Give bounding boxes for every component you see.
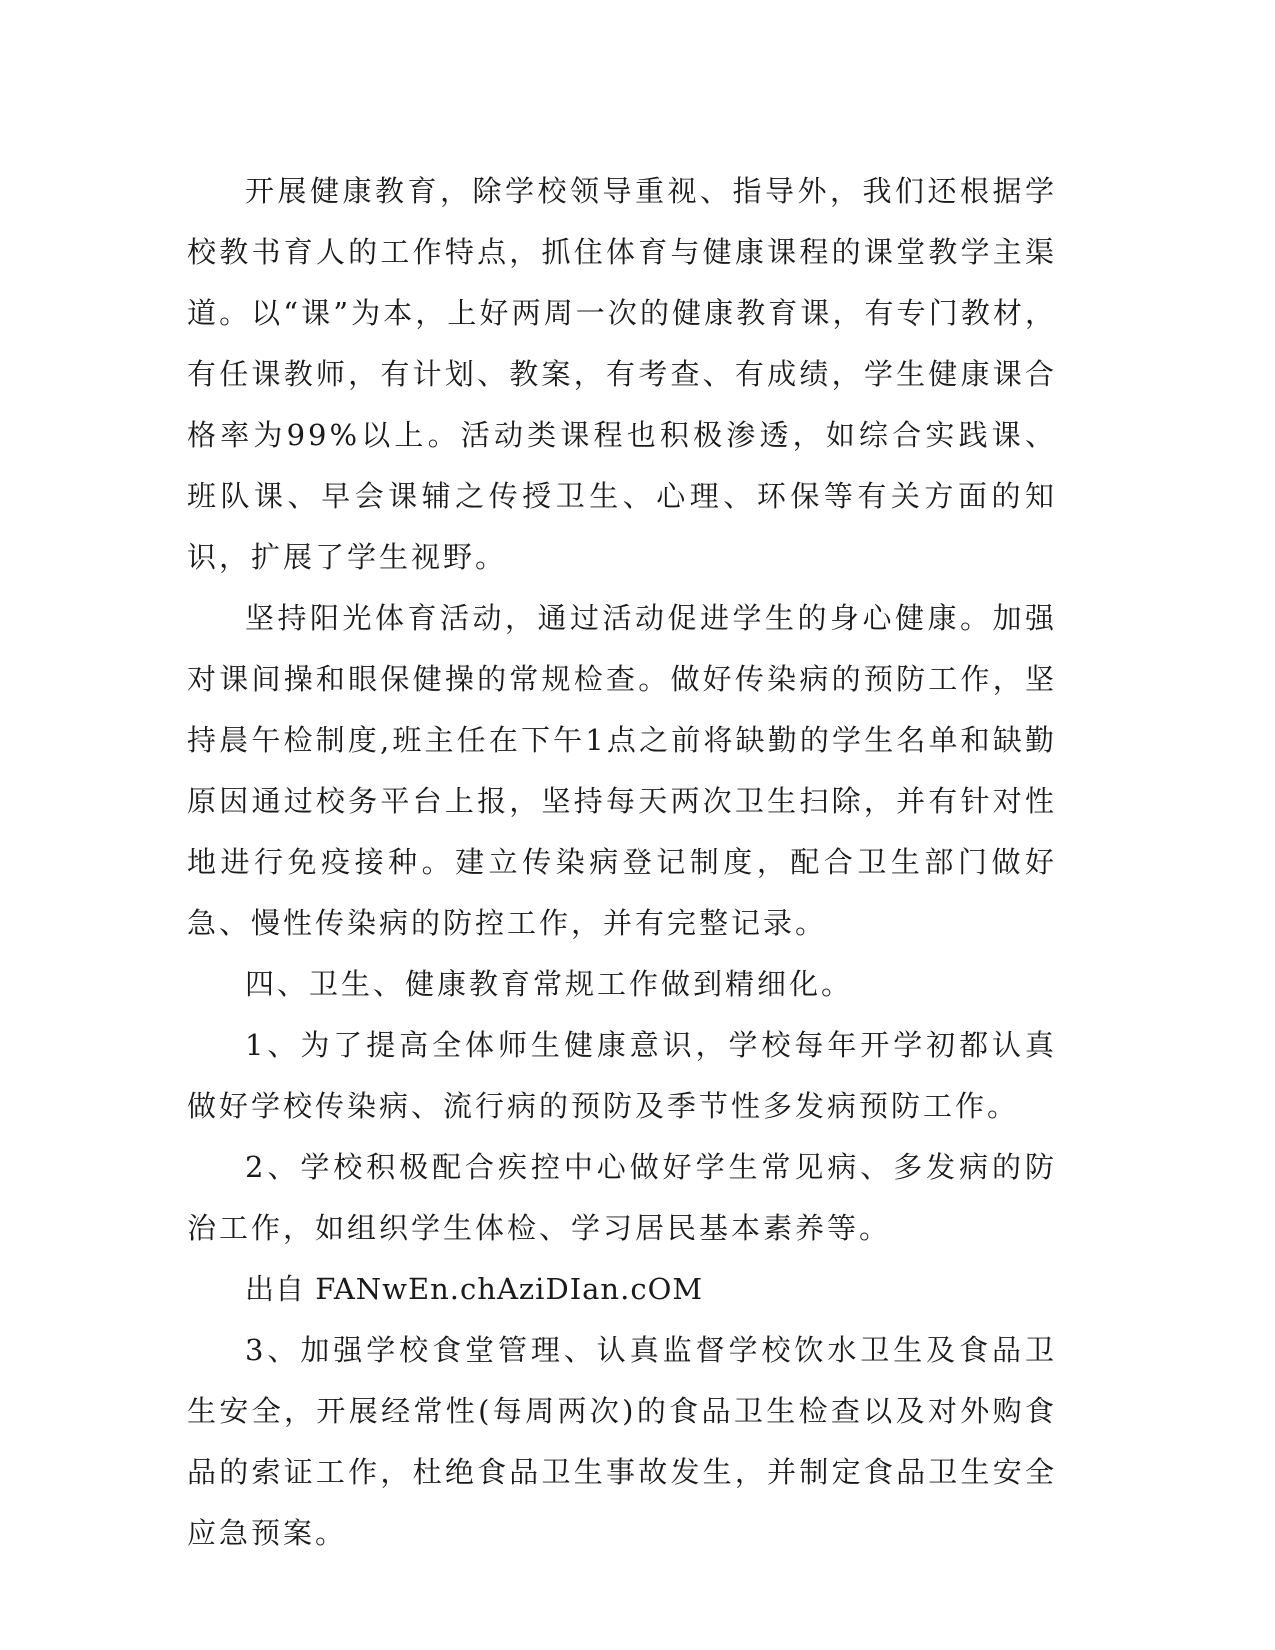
list-item-1: 1、为了提高全体师生健康意识，学校每年开学初都认真做好学校传染病、流行病的预防及季节性多发病预防工作。 — [187, 1028, 1057, 1123]
paragraph-sunshine-sports: 坚持阳光体育活动，通过活动促进学生的身心健康。加强对课间操和眼保健操的常规检查。做好传染病的预防工作，坚持晨午检制度,班主任在下午1点之前将缺勤的学生名单和缺勤原因通过校务平台上报，坚持每天两次卫生扫除，并有针对性地进行免疫接种。建立传染病登记制度，配合卫生部门做好急、慢性传染病的防控工作，并有完整记录。 — [187, 601, 1057, 940]
paragraph-health-education: 开展健康教育，除学校领导重视、指导外，我们还根据学校教书育人的工作特点，抓住体育与健康课程的课堂教学主渠道。以“课”为本，上好两周一次的健康教育课，有专门教材，有任课教师，有计划、教案，有考查、有成绩，学生健康课合格率为99%以上。活动类课程也积极渗透，如综合实践课、班队课、早会课辅之传授卫生、心理、环保等有关方面的知识，扩展了学生视野。 — [187, 174, 1057, 574]
list-item-3: 3、加强学校食堂管理、认真监督学校饮水卫生及食品卫生安全，开展经常性(每周两次)的食品卫生检查以及对外购食品的索证工作，杜绝食品卫生事故发生，并制定食品卫生安全应急预案。 — [187, 1333, 1057, 1550]
document-body — [187, 161, 1057, 1564]
section-heading-routine-work: 四、卫生、健康教育常规工作做到精细化。 — [245, 967, 854, 1001]
list-item-2: 2、学校积极配合疾控中心做好学生常见病、多发病的防治工作，如组织学生体检、学习居民基本素养等。 — [187, 1150, 1057, 1245]
source-note: 出自 FANwEn.chAziDIan.cOM — [245, 1272, 704, 1306]
